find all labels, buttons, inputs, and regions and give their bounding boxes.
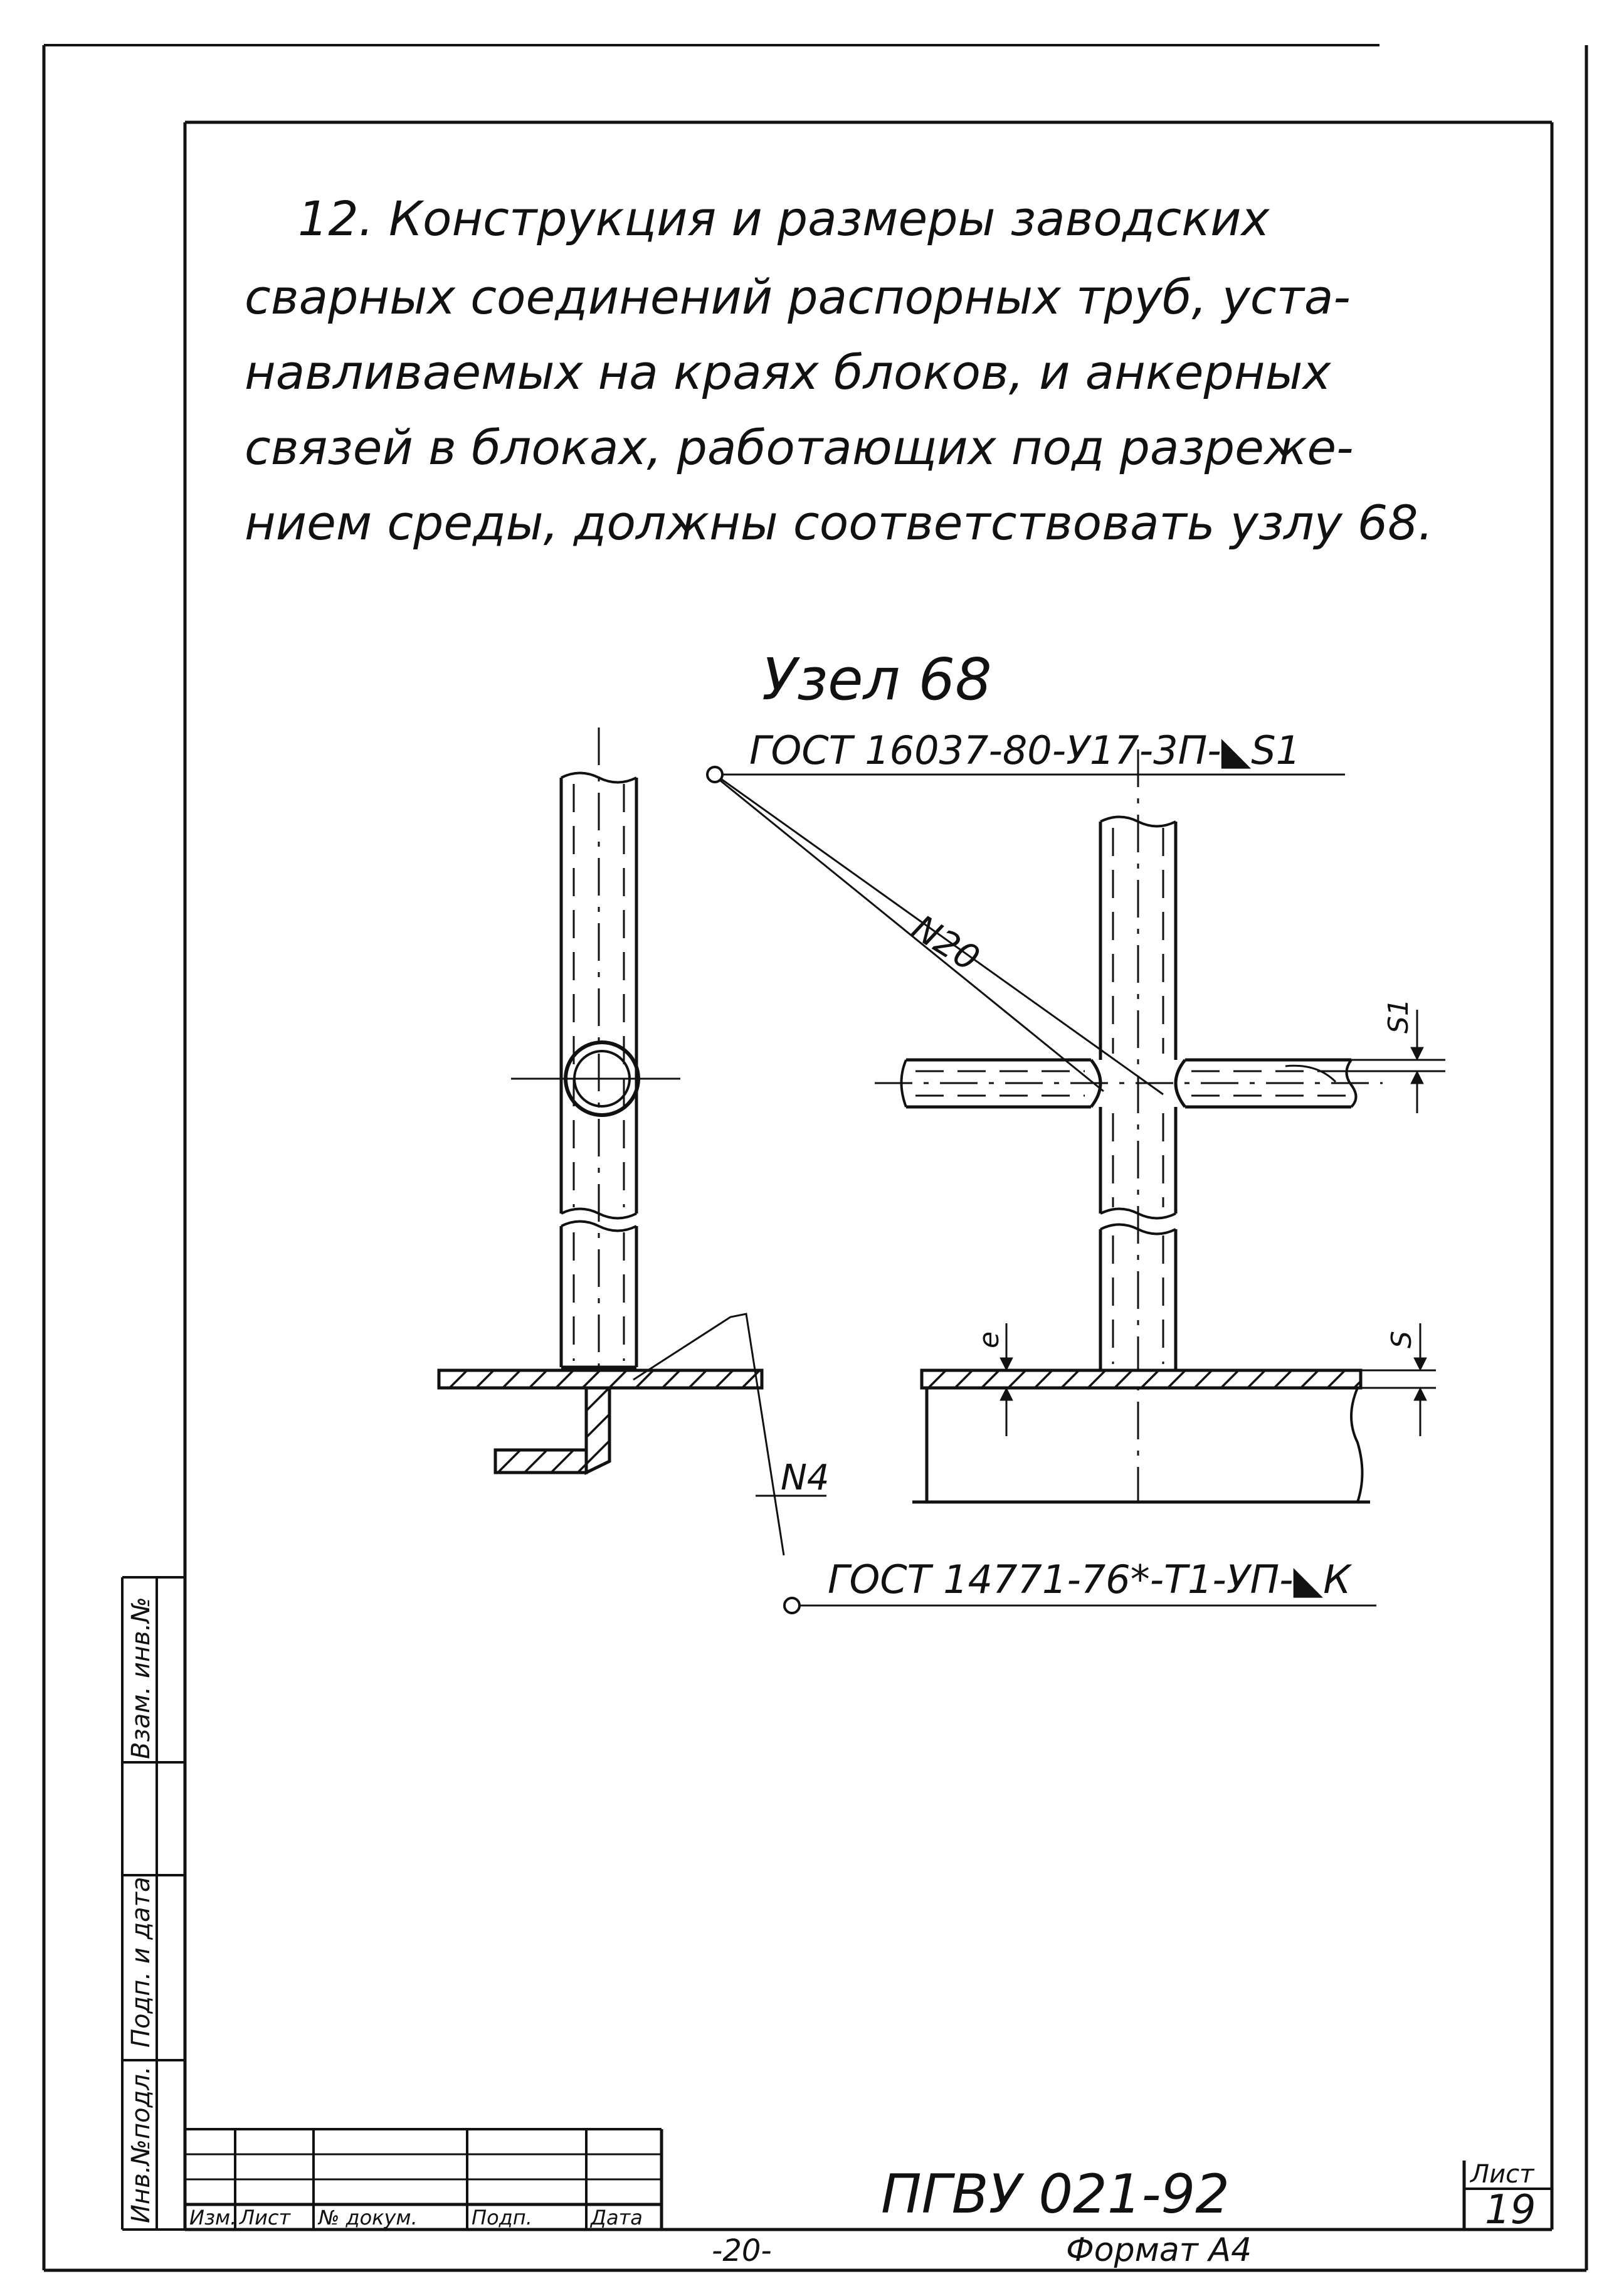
stamp-inv-podl: Инв.№подл.: [127, 2066, 156, 2223]
weld-spec-top: ГОСТ 16037-80-У17-3П-◣S1: [749, 727, 1301, 773]
note-line-2: сварных соединений распорных труб, уста-: [245, 269, 1351, 325]
note-text: [245, 191, 1433, 551]
format-label: Формат А4: [1066, 2231, 1252, 2269]
note-line-5: нием среды, должны соответствовать узлу 68.: [245, 495, 1433, 551]
document-designation: ПГВУ 021-92: [881, 2163, 1230, 2226]
weld-callout-top: [707, 767, 1345, 1094]
col-izm: Изм.: [189, 2206, 237, 2230]
note-line-1: 12. Конструкция и размеры заводских: [298, 191, 1270, 246]
left-view: [439, 727, 826, 1555]
note-line-3: навливаемых на краях блоков, и анкерных: [245, 344, 1331, 400]
leg-size-top: N20: [904, 907, 986, 980]
leg-size-bottom: N4: [781, 1457, 830, 1498]
page-number: -20-: [712, 2233, 772, 2268]
right-view: [875, 749, 1445, 1502]
dim-e: e: [973, 1331, 1005, 1348]
stamp-podp-data: Подп. и дата: [127, 1876, 156, 2048]
sheet-number: 19: [1485, 2187, 1536, 2233]
col-list: Лист: [240, 2206, 291, 2230]
col-nom-dokum: № докум.: [319, 2206, 418, 2230]
dim-s1: S1: [1383, 998, 1415, 1034]
stamp-vzam-inv: Взам. инв.№: [127, 1597, 156, 1759]
col-podp: Подп.: [472, 2206, 532, 2230]
note-line-4: связей в блоках, работающих под разреже-: [245, 420, 1354, 475]
dim-s: S: [1386, 1331, 1418, 1348]
col-data: Дата: [591, 2206, 643, 2230]
weld-spec-bottom: ГОСТ 14771-76*-Т1-УП-◣К: [828, 1557, 1351, 1602]
sheet-label: Лист: [1470, 2160, 1534, 2189]
node-title: Узел 68: [762, 646, 992, 713]
